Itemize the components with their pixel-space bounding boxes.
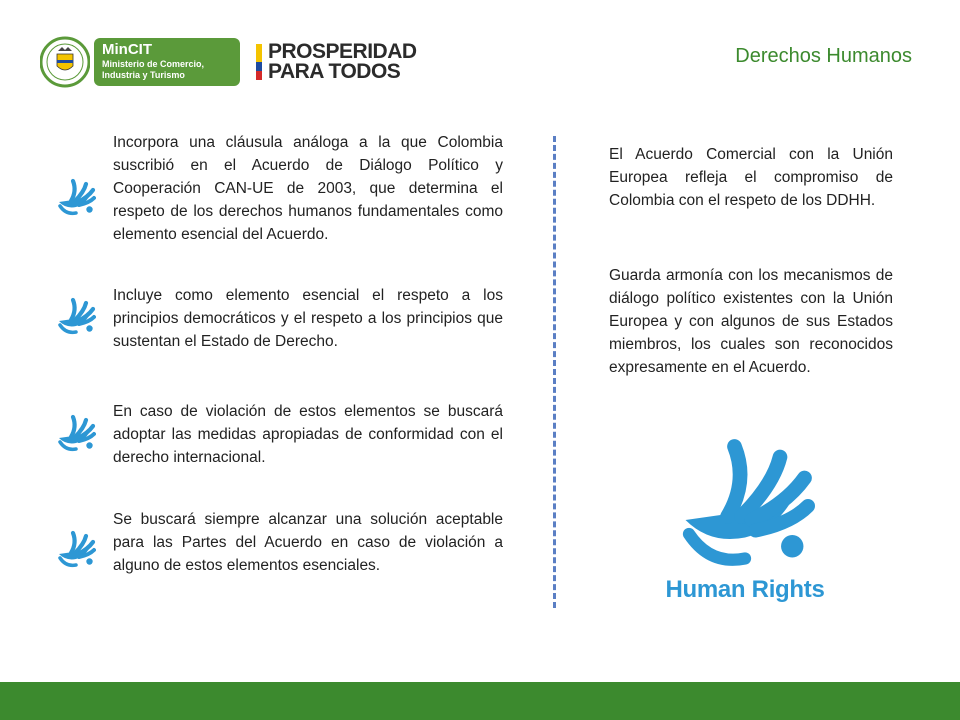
right-paragraph-1: El Acuerdo Comercial con la Unión Europea refleja el compromiso de Colombia con el respeto de los DDHH. [609, 146, 893, 209]
left-paragraph-1: Incorpora una cláusula análoga a la que Colombia suscribió en el Acuerdo de Diálogo Político y Cooperación CAN-UE de 2003, que determina el respeto de los derechos humanos fundamentales como elemento esencial del Acuerdo. [113, 134, 503, 243]
hand-dove-icon [56, 414, 96, 454]
column-divider [553, 136, 556, 608]
hand-dove-icon [56, 178, 96, 218]
page-title: Derechos Humanos [735, 45, 912, 67]
prosperidad-line-1: PROSPERIDAD [268, 40, 417, 63]
left-paragraph-3: En caso de violación de estos elementos se buscará adoptar las medidas apropiadas de conformidad con el derecho internacional. [113, 403, 503, 466]
mincit-ministry-line-2: Industria y Turismo [102, 70, 185, 80]
mincit-brand: MinCIT [102, 41, 152, 58]
left-paragraph-2: Incluye como elemento esencial el respeto a los principios democráticos y el respeto a los principios que sustentan el Estado de Derecho. [113, 287, 503, 350]
human-rights-caption: Human Rights [665, 576, 825, 603]
colombia-seal-icon [40, 36, 90, 88]
prosperidad-logo [256, 40, 436, 84]
footer-bar [0, 682, 960, 720]
mincit-badge [94, 38, 240, 86]
right-paragraph-2: Guarda armonía con los mecanismos de diálogo político existentes con la Unión Europea y con algunos de sus Estados miembros, los cuales son reconocidos expresamente en el Acuerdo. [609, 267, 893, 376]
mincit-ministry-line-1: Ministerio de Comercio, [102, 59, 205, 69]
flag-red-stripe [256, 71, 262, 80]
left-paragraph-4: Se buscará siempre alcanzar una solución aceptable para las Partes del Acuerdo en caso de violación a alguno de estos elementos esenciales. [113, 511, 503, 574]
flag-yellow-stripe [256, 44, 262, 62]
human-rights-logo [650, 436, 840, 612]
human-rights-hand-dove-icon [650, 436, 840, 576]
hand-dove-icon [56, 297, 96, 337]
prosperidad-line-2: PARA TODOS [268, 60, 401, 83]
mincit-logo [40, 36, 240, 88]
hand-dove-icon [56, 530, 96, 570]
flag-blue-stripe [256, 62, 262, 71]
